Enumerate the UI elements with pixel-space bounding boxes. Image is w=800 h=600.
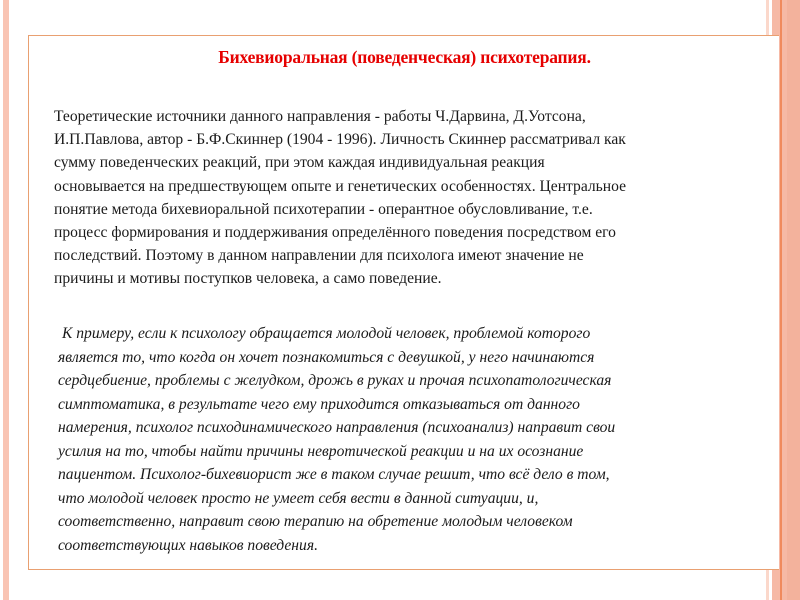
- text-line: что молодой человек просто не умеет себя вести в данной ситуации, и,: [58, 489, 539, 507]
- text-line: является то, что когда он хочет познакомиться с девушкой, у него начинаются: [58, 348, 595, 366]
- text-line: соответственно, направит свою терапию на обретение молодым человеком: [58, 513, 573, 530]
- text-line: намерения, психолог психодинамического направления (психоанализ) направит свои: [58, 419, 616, 436]
- text-line: процесс формирования и поддерживания определённого поведения посредством его: [54, 224, 616, 242]
- text-line: понятие метода бихевиоральной психотерапии - оперантное обусловливание, т.е.: [54, 200, 593, 218]
- slide-title: Бихевиоральная (поведенческая) психотерапия.: [218, 47, 591, 67]
- text-line: Теоретические источники данного направления - работы Ч.Дарвина, Д.Уотсона,: [54, 108, 586, 125]
- text-line: причины и мотивы поступков человека, а само поведение.: [54, 270, 442, 288]
- decorative-stripe-right-line: [780, 0, 782, 600]
- text-line: И.П.Павлова, автор - Б.Ф.Скиннер (1904 - 1996). Личность Скиннер рассматривал как: [54, 131, 626, 149]
- text-line: симптоматика, в результате чего ему приходится отказываться от данного: [58, 395, 580, 413]
- text-line: соответствующих навыков поведения.: [58, 536, 318, 554]
- paragraph-example: [54, 322, 774, 557]
- text-line: К примеру, если к психологу обращается молодой человек, проблемой которого: [62, 325, 591, 342]
- text-line: усилия на то, чтобы найти причины невротической реакции и на их осознание: [58, 442, 584, 460]
- text-line: последствий. Поэтому в данном направлении для психолога имеют значение не: [54, 247, 584, 265]
- decorative-stripe-right-band-outer: [787, 0, 800, 600]
- slide-content-box: [28, 35, 779, 570]
- paragraph-theory: [54, 105, 774, 291]
- decorative-stripe-left: [3, 0, 9, 600]
- text-line: сердцебиение, проблемы с желудком, дрожь в руках и прочая психопатологическая: [58, 372, 612, 389]
- text-line: основывается на предшествующем опыте и генетических особенностях. Центральное: [54, 177, 627, 195]
- text-line: сумму поведенческих реакций, при этом каждая индивидуальная реакция: [54, 154, 545, 172]
- text-line: пациентом. Психолог-бихевиорист же в таком случае решит, что всё дело в том,: [58, 466, 610, 483]
